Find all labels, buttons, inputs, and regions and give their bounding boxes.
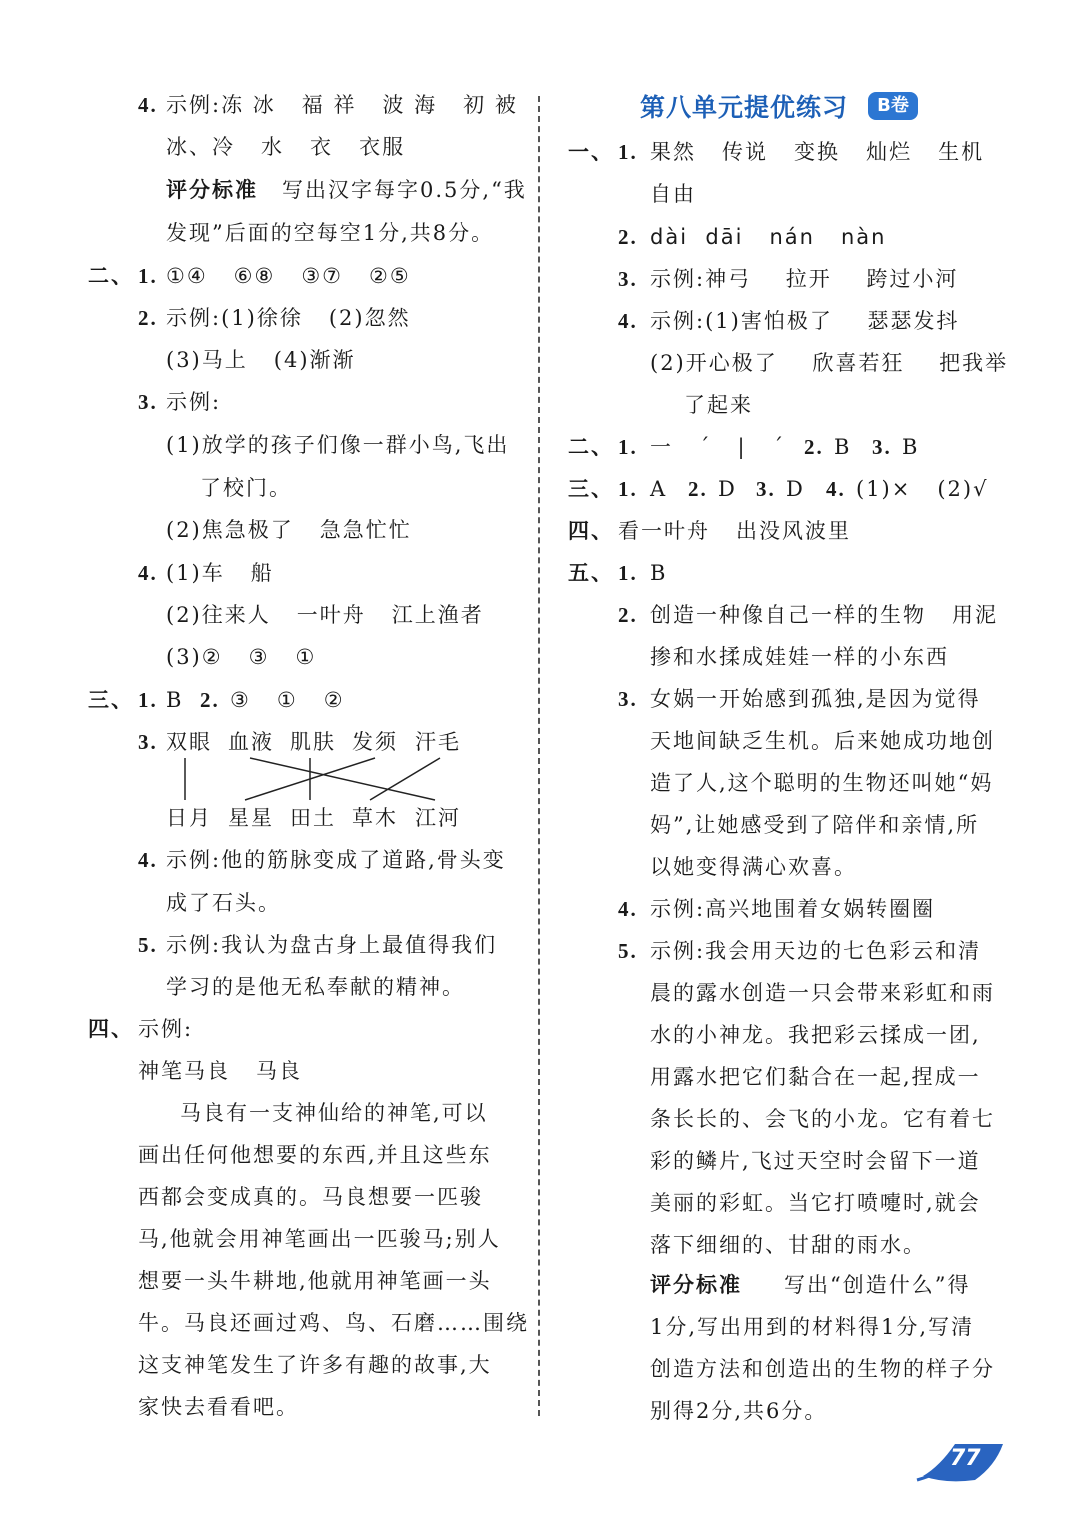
- section-label: 二、: [568, 435, 614, 459]
- answer-line: (2)开心极了 欣喜若狂 把我举: [650, 351, 1009, 375]
- answer-line: 落下细细的、甘甜的雨水。: [650, 1233, 926, 1257]
- answer-line: 自由: [650, 182, 696, 206]
- match-bottom-word: 日月: [166, 806, 212, 830]
- answer-line: (3)② ③ ①: [166, 645, 317, 669]
- section-label: 一、: [568, 140, 614, 164]
- essay-line: 西都会变成真的。马良想要一匹骏: [138, 1185, 483, 1209]
- question-number: 3.: [138, 390, 158, 414]
- essay-line: 牛。马良还画过鸡、鸟、石磨……围绕: [138, 1311, 529, 1335]
- match-top-word: 双眼: [166, 730, 212, 754]
- match-top-word: 血液: [228, 730, 274, 754]
- scoring-standard-text: 发现”后面的空每空1分,共8分。: [166, 221, 495, 245]
- question-number: 3.: [618, 687, 638, 711]
- question-number: 3.: [756, 477, 776, 501]
- scoring-standard-label: 评分标准: [650, 1273, 742, 1297]
- answer-line: ①④ ⑥⑧ ③⑦ ②⑤: [166, 264, 411, 288]
- answer-line: B: [834, 435, 852, 459]
- answer-line: 示例:他的筋脉变成了道路,骨头变: [166, 848, 506, 872]
- answer-line: D: [786, 477, 805, 501]
- answer-line: 天地间缺乏生机。后来她成功地创: [650, 729, 995, 753]
- answer-line: 示例:(1)徐徐 (2)忽然: [166, 306, 411, 330]
- question-number: 1.: [618, 435, 638, 459]
- answer-line: (1)× (2)√: [856, 477, 989, 501]
- answer-line: 彩的鳞片,飞过天空时会留下一道: [650, 1149, 981, 1173]
- answer-line: (2)往来人 一叶舟 江上渔者: [166, 603, 484, 627]
- match-bottom-word: 江河: [415, 806, 461, 830]
- question-number: 4.: [618, 309, 638, 333]
- question-number: 4.: [138, 93, 158, 117]
- question-number: 4.: [618, 897, 638, 921]
- answer-line: 示例:(1)害怕极了 瑟瑟发抖: [650, 309, 960, 333]
- question-number: 4.: [826, 477, 846, 501]
- match-top-word: 汗毛: [415, 730, 461, 754]
- question-number: 5.: [138, 933, 158, 957]
- answer-line: 果然 传说 变换 灿烂 生机: [650, 140, 985, 164]
- answer-line: ③ ① ②: [230, 688, 345, 712]
- question-number: 2.: [618, 225, 638, 249]
- paper-b-badge: B卷: [868, 92, 918, 120]
- answer-line: (1)放学的孩子们像一群小鸟,飞出: [166, 433, 510, 457]
- question-number: 1.: [618, 561, 638, 585]
- answer-line: 示例:冻 冰 福 祥 波 海 初 被: [166, 93, 518, 117]
- answer-line: 一 ˊ | ˊ: [650, 435, 786, 459]
- section-label: 四、: [568, 519, 614, 543]
- answer-line: 条长长的、会飞的小龙。它有着七: [650, 1107, 995, 1131]
- scoring-standard-text: 创造方法和创造出的生物的样子分: [650, 1357, 995, 1381]
- question-number: 3.: [618, 267, 638, 291]
- answer-line: 美丽的彩虹。当它打喷嚏时,就会: [650, 1191, 981, 1215]
- answer-line: 示例:我会用天边的七色彩云和清: [650, 939, 982, 963]
- answer-line: 示例:我认为盘古身上最值得我们: [166, 933, 498, 957]
- page-number: 77: [950, 1446, 981, 1471]
- question-number: 2.: [138, 306, 158, 330]
- scoring-standard-text: 别得2分,共6分。: [650, 1399, 828, 1423]
- matching-lines: [160, 755, 460, 805]
- answer-line: 看一叶舟 出没风波里: [618, 519, 852, 543]
- answer-line: 女娲一开始感到孤独,是因为觉得: [650, 687, 981, 711]
- answer-line: D: [718, 477, 737, 501]
- question-number: 2.: [688, 477, 708, 501]
- answer-line: 造了人,这个聪明的生物还叫她“妈: [650, 771, 994, 795]
- match-bottom-word: 田土: [290, 806, 336, 830]
- answer-line: 了校门。: [200, 476, 292, 500]
- section-label: 四、: [88, 1017, 134, 1041]
- question-number: 3.: [872, 435, 892, 459]
- section-label: 二、: [88, 264, 134, 288]
- answer-line: 用露水把它们黏合在一起,捏成一: [650, 1065, 981, 1089]
- answer-line: 示例:: [138, 1017, 194, 1041]
- section-label: 五、: [568, 561, 614, 585]
- scoring-standard-label: 评分标准: [166, 178, 258, 202]
- section-label: 三、: [88, 688, 134, 712]
- answer-line: (1)车 船: [166, 561, 274, 585]
- answer-line: 了起来: [684, 393, 753, 417]
- answer-line: (3)马上 (4)渐渐: [166, 348, 356, 372]
- answer-line: 示例:神弓 拉开 跨过小河: [650, 267, 959, 291]
- question-number: 5.: [618, 939, 638, 963]
- answer-line: (2)焦急极了 急急忙忙: [166, 518, 412, 542]
- question-number: 2.: [200, 688, 220, 712]
- answer-line: 学习的是他无私奉献的精神。: [166, 975, 465, 999]
- answer-line: B: [650, 561, 668, 585]
- answer-line: 示例:高兴地围着女娲转圈圈: [650, 897, 936, 921]
- answer-line: A: [650, 477, 668, 501]
- answer-line: 妈”,让她感受到了陪伴和亲情,所: [650, 813, 980, 837]
- answer-line: B: [166, 688, 184, 712]
- match-bottom-word: 星星: [228, 806, 274, 830]
- answer-line: 掺和水揉成娃娃一样的小东西: [650, 645, 949, 669]
- pinyin-line: dài dāi nán nàn: [650, 225, 887, 249]
- essay-line: 这支神笔发生了许多有趣的故事,大: [138, 1353, 492, 1377]
- question-number: 1.: [618, 140, 638, 164]
- essay-line: 画出任何他想要的东西,并且这些东: [138, 1143, 492, 1167]
- section-label: 三、: [568, 477, 614, 501]
- essay-title: 神笔马良 马良: [138, 1059, 303, 1083]
- essay-line: 家快去看看吧。: [138, 1395, 299, 1419]
- question-number: 1.: [138, 688, 158, 712]
- match-bottom-word: 草木: [352, 806, 398, 830]
- essay-line: 马,他就会用神笔画出一匹骏马;别人: [138, 1227, 501, 1251]
- question-number: 3.: [138, 730, 158, 754]
- essay-line: 想要一头牛耕地,他就用神笔画一头: [138, 1269, 492, 1293]
- answer-line: 以她变得满心欢喜。: [650, 855, 857, 879]
- scoring-standard-text: 1分,写出用到的材料得1分,写清: [650, 1315, 975, 1339]
- scoring-standard-text: 写出“创造什么”得: [784, 1273, 971, 1297]
- essay-line: 马良有一支神仙给的神笔,可以: [180, 1101, 488, 1125]
- answer-line: 冰、冷 水 衣 衣服: [166, 135, 406, 159]
- unit-title: 第八单元提优练习: [640, 93, 849, 122]
- match-line-2: [250, 758, 435, 800]
- scoring-standard-text: 写出汉字每字0.5分,“我: [282, 178, 527, 202]
- question-number: 4.: [138, 561, 158, 585]
- answer-line: 示例:: [166, 390, 222, 414]
- match-top-word: 肌肤: [290, 730, 336, 754]
- question-number: 4.: [138, 848, 158, 872]
- answer-line: 晨的露水创造一只会带来彩虹和雨: [650, 981, 995, 1005]
- answer-line: 创造一种像自己一样的生物 用泥: [650, 603, 999, 627]
- answer-line: 成了石头。: [166, 891, 281, 915]
- answer-line: B: [902, 435, 920, 459]
- question-number: 1.: [618, 477, 638, 501]
- column-divider: [538, 96, 540, 1416]
- match-top-word: 发须: [352, 730, 398, 754]
- question-number: 2.: [618, 603, 638, 627]
- question-number: 2.: [804, 435, 824, 459]
- question-number: 1.: [138, 264, 158, 288]
- answer-line: 水的小神龙。我把彩云揉成一团,: [650, 1023, 981, 1047]
